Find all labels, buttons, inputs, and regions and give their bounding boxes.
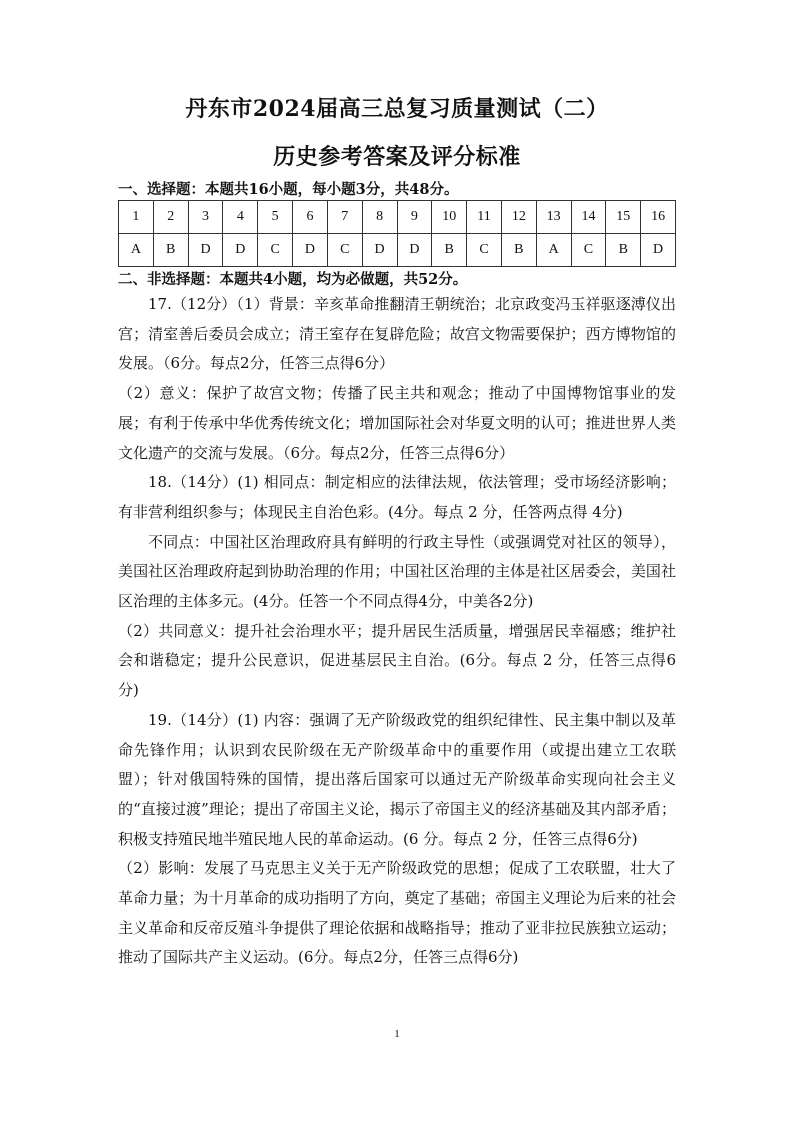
question-number-cell: 2 — [153, 201, 188, 234]
answers-body — [118, 290, 676, 973]
q17-part1: 17.（12分）（1）背景：辛亥革命推翻清王朝统治；北京政变冯玉祥驱逐溥仪出宫；清室善后委员会成立；清王室存在复辟危险；故宫文物需要保护；西方博物馆的发展。（6分。每点2分，任答三点得6分） — [118, 295, 676, 373]
q17-part2: （2）意义：保护了故宫文物；传播了民主共和观念；推动了中国博物馆事业的发展；有利于传承中华优秀传统文化；增加国际社会对华夏文明的认可；推进世界人类文化遗产的交流与发展。（6分。每点2分，任答三点得6分） — [118, 384, 676, 462]
answer-cell: B — [501, 234, 536, 267]
answer-cell: B — [432, 234, 467, 267]
answer-cell: D — [362, 234, 397, 267]
question-number-cell: 14 — [571, 201, 606, 234]
question-number-cell: 6 — [293, 201, 328, 234]
page-subtitle: 历史参考答案及评分标准 — [273, 144, 521, 170]
answer-cell: A — [536, 234, 571, 267]
question-number-cell: 15 — [606, 201, 641, 234]
question-number-cell: 11 — [467, 201, 502, 234]
answer-cell: A — [119, 234, 154, 267]
question-number-cell: 8 — [362, 201, 397, 234]
answer-cell: D — [641, 234, 676, 267]
answer-table-answer-row — [119, 234, 676, 267]
page-title: 丹东市2024届高三总复习质量测试（二） — [185, 96, 609, 122]
answer-table — [118, 200, 676, 267]
q19-part1: 19.（14分）(1) 内容：强调了无产阶级政党的组织纪律性、民主集中制以及革命先锋作用；认识到农民阶级在无产阶级革命中的重要作用（或提出建立工农联盟）；针对俄国特殊的国情，提出落后国家可以通过无产阶级革命实现向社会主义的“直接过渡”理论；提出了帝国主义论，揭示了帝国主义的经济基础及其内部矛盾；积极支持殖民地半殖民地人民的革命运动。(6 分。每点 2 分，任答三点得6分) — [118, 710, 676, 848]
question-number-cell: 7 — [327, 201, 362, 234]
answer-cell: B — [606, 234, 641, 267]
question-number-cell: 12 — [501, 201, 536, 234]
page-number: 1 — [394, 1028, 400, 1040]
question-number-cell: 1 — [119, 201, 154, 234]
q18-part1-diff: 不同点：中国社区治理政府具有鲜明的行政主导性（或强调党对社区的领导），美国社区治理政府起到协助治理的作用；中国社区治理的主体是社区居委会，美国社区治理的主体多元。(4分。任答一个不同点得4分，中美各2分) — [118, 532, 676, 611]
answer-table-question-row — [119, 201, 676, 234]
answer-cell: C — [327, 234, 362, 267]
section-essay-heading: 二、非选择题：本题共4小题，均为必做题，共52分。 — [118, 271, 468, 288]
section-multiple-choice-heading: 一、选择题：本题共16小题，每小题3分，共48分。 — [118, 181, 459, 198]
answer-cell: D — [223, 234, 258, 267]
answer-cell: D — [188, 234, 223, 267]
answer-cell: C — [467, 234, 502, 267]
answer-cell: C — [258, 234, 293, 267]
question-number-cell: 13 — [536, 201, 571, 234]
answer-cell: D — [397, 234, 432, 267]
question-number-cell: 5 — [258, 201, 293, 234]
answer-cell: C — [571, 234, 606, 267]
question-number-cell: 3 — [188, 201, 223, 234]
question-number-cell: 9 — [397, 201, 432, 234]
q18-part1: 18.（14分）(1) 相同点：制定相应的法律法规，依法管理；受市场经济影响；有非营利组织参与；体现民主自治色彩。(4分。每点 2 分，任答两点得 4分) — [118, 473, 676, 521]
answer-cell: B — [153, 234, 188, 267]
answer-cell: D — [293, 234, 328, 267]
question-number-cell: 10 — [432, 201, 467, 234]
question-number-cell: 16 — [641, 201, 676, 234]
q18-part2: （2）共同意义：提升社会治理水平；提升居民生活质量，增强居民幸福感；维护社会和谐稳定；提升公民意识，促进基层民主自治。(6分。每点 2 分，任答三点得6分) — [118, 621, 676, 700]
question-number-cell: 4 — [223, 201, 258, 234]
q19-part2: （2）影响：发展了马克思主义关于无产阶级政党的思想；促成了工农联盟，壮大了革命力量；为十月革命的成功指明了方向，奠定了基础；帝国主义理论为后来的社会主义革命和反帝反殖斗争提供了理论依据和战略指导；推动了亚非拉民族独立运动；推动了国际共产主义运动。(6分。每点2分，任答三点得6分) — [118, 859, 676, 967]
